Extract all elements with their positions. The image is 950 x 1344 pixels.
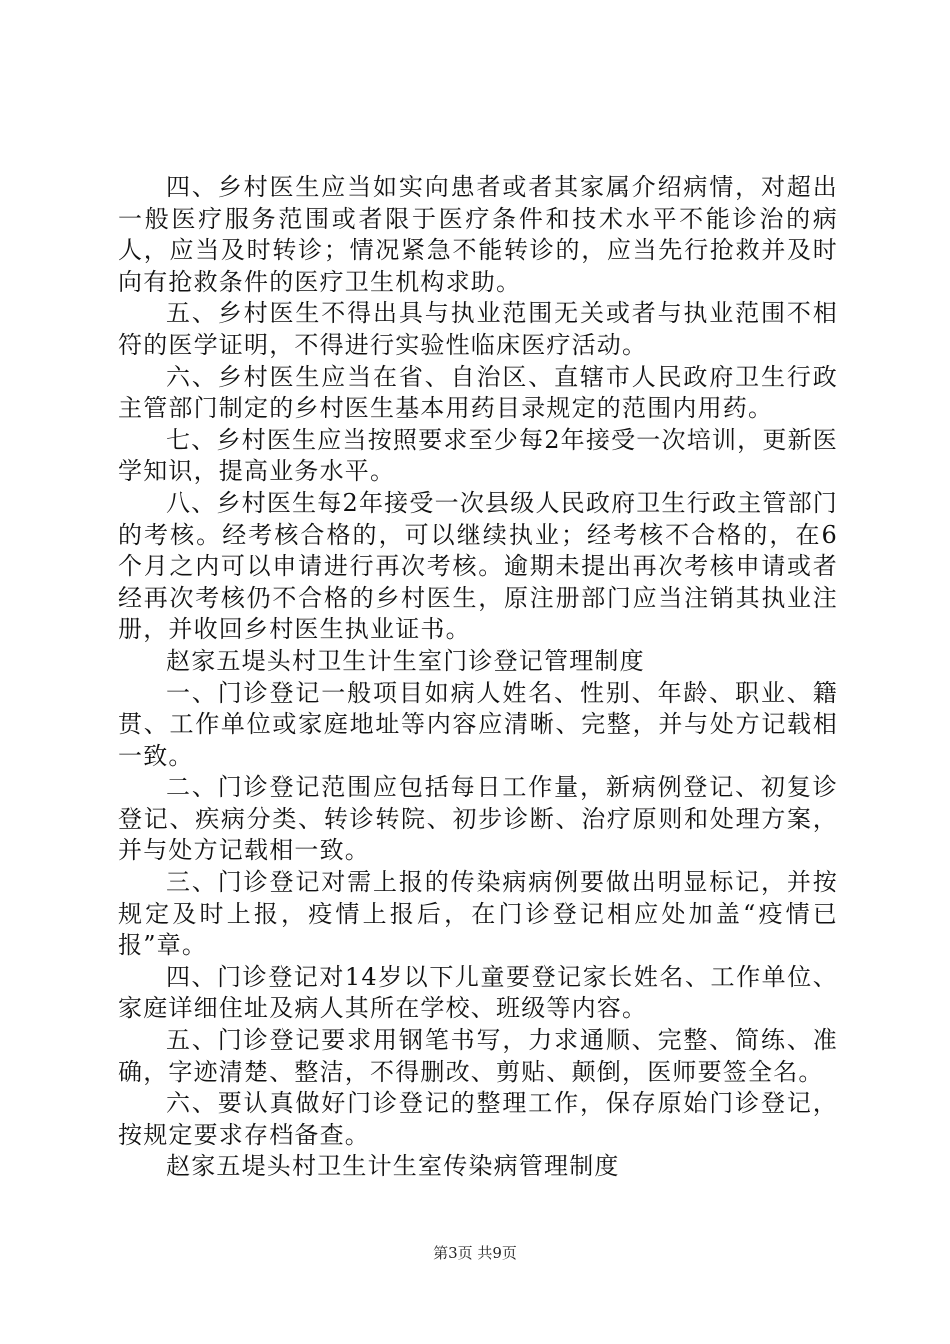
paragraph: 五、乡村医生不得出具与执业范围无关或者与执业范围不相符的医学证明，不得进行实验性临床医疗活动。 [118,299,838,359]
paragraph: 三、门诊登记对需上报的传染病病例要做出明显标记，并按规定及时上报，疫情上报后，在门诊登记相应处加盖“疫情已报”章。 [118,868,838,960]
paragraph: 五、门诊登记要求用钢笔书写，力求通顺、完整、简练、准确，字迹清楚、整洁，不得删改、剪贴、颠倒，医师要签全名。 [118,1026,838,1086]
paragraph: 四、门诊登记对14岁以下儿童要登记家长姓名、工作单位、家庭详细住址及病人其所在学校、班级等内容。 [118,962,838,1023]
section-heading: 赵家五堤头村卫生计生室传染病管理制度 [166,1152,620,1181]
paragraph: 六、乡村医生应当在省、自治区、直辖市人民政府卫生行政主管部门制定的乡村医生基本用药目录规定的范围内用药。 [118,362,838,423]
paragraph: 七、乡村医生应当按照要求至少每2年接受一次培训，更新医学知识，提高业务水平。 [118,425,838,486]
paragraph: 一、门诊登记一般项目如病人姓名、性别、年龄、职业、籍贯、工作单位或家庭地址等内容应清晰、完整，并与处方记载相一致。 [118,678,838,770]
paragraph: 六、要认真做好门诊登记的整理工作，保存原始门诊登记，按规定要求存档备查。 [118,1089,838,1149]
paragraph: 八、乡村医生每2年接受一次县级人民政府卫生行政主管部门的考核。经考核合格的，可以继续执业；经考核不合格的，在6个月之内可以申请进行再次考核。逾期未提出再次考核申请或者经再次考核仍不合格的乡村医生，原注册部门应当注销其执业注册，并收回乡村医生执业证书。 [118,488,838,644]
section-heading: 赵家五堤头村卫生计生室门诊登记管理制度 [166,646,645,675]
paragraph: 四、乡村医生应当如实向患者或者其家属介绍病情，对超出一般医疗服务范围或者限于医疗条件和技术水平不能诊治的病人，应当及时转诊；情况紧急不能转诊的，应当先行抢救并及时向有抢救条件的医疗卫生机构求助。 [118,173,838,296]
page-footer: 第3页 共9页 [433,1244,517,1262]
paragraph: 二、门诊登记范围应包括每日工作量，新病例登记、初复诊登记、疾病分类、转诊转院、初步诊断、治疗原则和处理方案，并与处方记载相一致。 [118,773,838,865]
document-body [118,172,838,1183]
